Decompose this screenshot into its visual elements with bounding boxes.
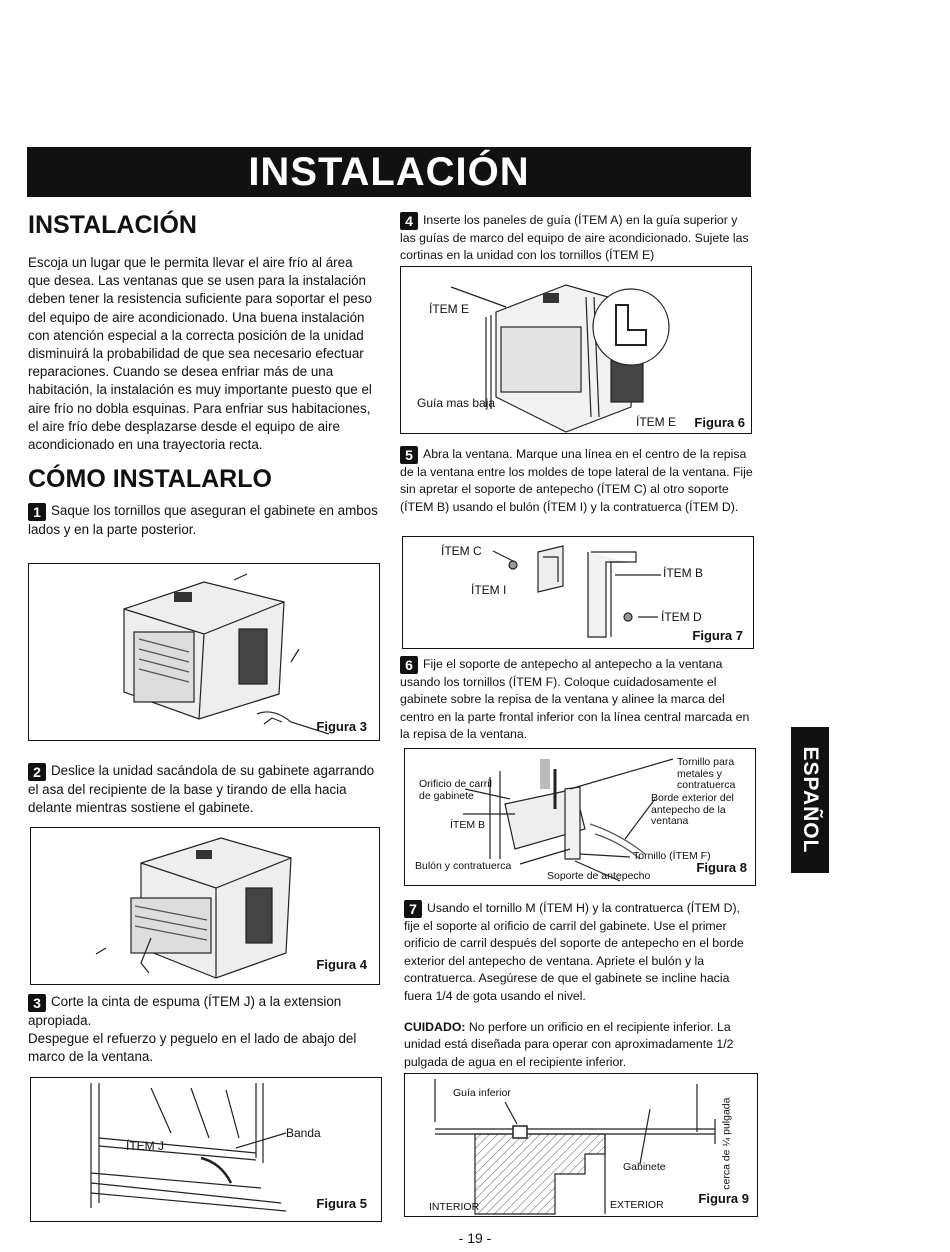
- left-column: [28, 210, 378, 539]
- step-2-text: Deslice la unidad sacándola de su gabinete agarrando el asa del recipiente de la base y tirando de ella hacia delante mientras sostiene el gabinete.: [28, 763, 375, 816]
- figure-7-item-d: ÍTEM D: [661, 610, 702, 624]
- step-2: [28, 762, 378, 817]
- step-1: [28, 502, 378, 539]
- figure-8-tornillo-metal-label: Tornillo para metales y contratuerca: [677, 756, 736, 791]
- figure-6-guia-label: Guía mas baja: [417, 396, 496, 410]
- figure-4: [30, 827, 380, 985]
- step-6-text: Fije el soporte de antepecho al antepecho a la ventana usando los tornillos (ÍTEM F). Coloque cuidadosamente el gabinete sobre la repisa de la ventana y alinee la marca del centro en la parte frontal inferior con la línea central marcada en la repisa de la ventana.: [400, 657, 750, 742]
- step-number-3: 3: [28, 994, 46, 1012]
- figure-6-caption: Figura 6: [694, 415, 745, 430]
- figure-9-gabinete-label: Gabinete: [623, 1161, 666, 1173]
- figure-3: [28, 563, 380, 741]
- step-number-6: 6: [400, 656, 418, 674]
- figure-7-item-c: ÍTEM C: [441, 544, 482, 558]
- figure-9-exterior-label: EXTERIOR: [610, 1199, 664, 1211]
- figure-9: [404, 1073, 758, 1217]
- step-7-text: Usando el tornillo M (ÍTEM H) y la contratuerca (ÍTEM D), fije el soporte al orificio de carril del gabinete. Use el primer orificio de carril después del soporte de antepecho en el borde exterior del antepecho de ventana. Apriete el bulón y la contratuerca. Asegúrese de que el gabinete se incline hacia fuera 1/4 de gota usando el nivel.: [404, 901, 744, 1003]
- step-5-text: Abra la ventana. Marque una línea en el centro de la repisa de la ventana entre los moldes de tope lateral de la ventana. Fije sin apretar el soporte de antepecho (ÍTEM C) al otro soporte (ÍTEM B) usando el bulón (ÍTEM I) y la contratuerca (ÍTEM D).: [400, 447, 753, 514]
- figure-9-guia-label: Guía inferior: [453, 1087, 511, 1099]
- page-title: INSTALACIÓN: [27, 147, 751, 197]
- step-3-text-b: Despegue el refuerzo y peguelo en el lado de abajo del marco de la ventana.: [28, 1031, 357, 1065]
- step-4: [400, 212, 755, 265]
- figure-9-cerca-label: cerca de ¼ pulgada: [720, 1097, 733, 1190]
- figure-5: [30, 1077, 382, 1222]
- figure-9-caption: Figura 9: [698, 1191, 749, 1206]
- figure-5-banda-label: Banda: [286, 1126, 321, 1140]
- figure-3-caption: Figura 3: [316, 719, 367, 734]
- figure-8-orificio-label: Orificio de carril de gabinete: [419, 778, 492, 802]
- figure-7-item-b: ÍTEM B: [663, 566, 704, 580]
- section-heading-instalacion: INSTALACIÓN: [28, 211, 197, 239]
- figure-9-interior-label: INTERIOR: [429, 1201, 480, 1213]
- figure-6-item-e-top: ÍTEM E: [429, 302, 470, 316]
- step-7: [404, 900, 756, 1005]
- figure-7-item-i: ÍTEM I: [471, 583, 507, 597]
- figure-8: [404, 748, 756, 886]
- figure-6: [400, 266, 752, 434]
- figure-4-caption: Figura 4: [316, 957, 367, 972]
- figure-7-caption: Figura 7: [692, 628, 743, 643]
- step-number-4: 4: [400, 212, 418, 230]
- step-6: [400, 656, 755, 744]
- language-side-tab: ESPAÑOL: [791, 727, 829, 873]
- section-heading-como-instalarlo: CÓMO INSTALARLO: [28, 465, 272, 494]
- step-number-5: 5: [400, 446, 418, 464]
- step-5: [400, 446, 755, 516]
- figure-3-illustration: [29, 564, 379, 740]
- figure-6-item-e-bottom: ÍTEM E: [636, 415, 677, 429]
- figure-8-tornillo-f-label: Tornillo (ÍTEM F): [633, 850, 711, 862]
- figure-8-caption: Figura 8: [696, 860, 747, 875]
- page-number: - 19 -: [458, 1230, 492, 1246]
- figure-5-caption: Figura 5: [316, 1196, 367, 1211]
- step-3-text-a: 3 Corte la cinta de espuma (ÍTEM J) a la extension apropiada.: [28, 994, 342, 1028]
- step-1-text: Saque los tornillos que aseguran el gabinete en ambos lados y en la parte posterior.: [28, 503, 378, 538]
- step-number-7: 7: [404, 900, 422, 918]
- figure-8-borde-label: Borde exterior del antepecho de la ventana: [651, 792, 734, 827]
- caution-label: CUIDADO:: [404, 1020, 466, 1034]
- figure-5-item-label: ÍTEM J: [126, 1139, 164, 1153]
- figure-8-item-b: ÍTEM B: [450, 819, 486, 831]
- step-3: [28, 993, 378, 1067]
- step-4-text: Inserte los paneles de guía (ÍTEM A) en la guía superior y las guías de marco del equipo de aire acondicionado. Sujete las cortinas en la unidad con los tornillos (ÍTEM E): [400, 213, 749, 263]
- intro-text: Escoja un lugar que le permita llevar el aire frío al área que desea. Las ventanas que se usen para la instalación deben tener la resistencia suficiente para soportar el peso del equipo de aire acondicionado. Una buena instalación con atención especial a la correcta posición de la unidad disminuirá la probabilidad de que sea necesario efectuar reparaciones. Cuando se desea enfriar más de una habitación, la instalación es muy importante puesto que el aire frío no dobla esquinas. Para enfriar sus habitaciones, el aire frío debe desplazarse desde el equipo de aire acondicionado en una trayectoria recta.: [28, 255, 372, 453]
- figure-8-soporte-label: Soporte de antepecho: [547, 870, 651, 882]
- step-number-2: 2: [28, 763, 46, 781]
- caution-note: [404, 1019, 756, 1071]
- step-number-1: 1: [28, 503, 46, 521]
- figure-8-bulon-label: Bulón y contratuerca: [415, 860, 512, 872]
- figure-7: [402, 536, 754, 649]
- caution-text: No perfore un orificio en el recipiente inferior. La unidad está diseñada para operar con aproximadamente 1/2 pulgada de agua en el recipiente inferior.: [404, 1020, 734, 1069]
